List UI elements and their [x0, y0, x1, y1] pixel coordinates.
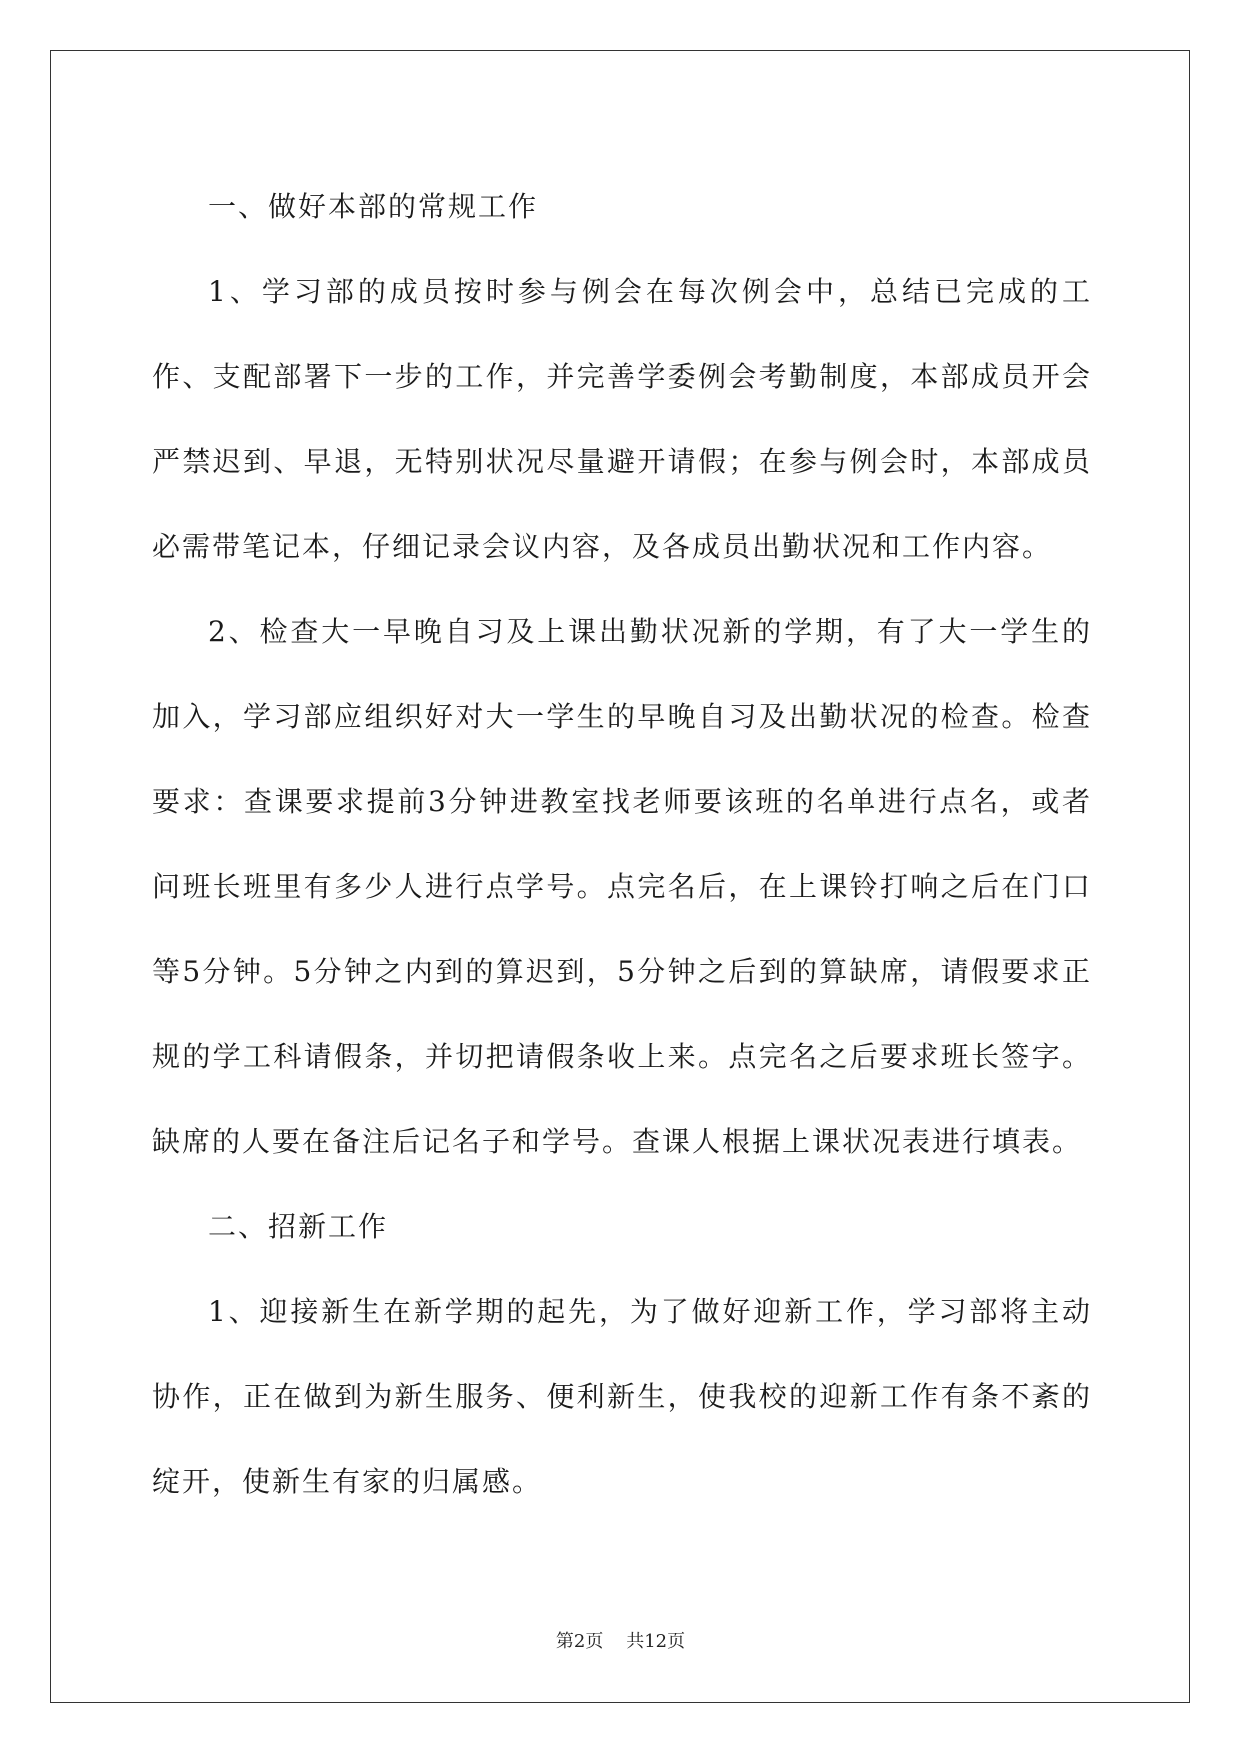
section-heading-2: 二、招新工作	[208, 1210, 389, 1243]
paragraph-welcome-freshmen: 1、迎接新生在新学期的起先，为了做好迎新工作，学习部将主动协作，正在做到为新生服务、便利新生，使我校的迎新工作有条不紊的绽开，使新生有家的归属感。	[152, 1295, 1092, 1498]
paragraph-meeting: 1、学习部的成员按时参与例会在每次例会中，总结已完成的工作、支配部署下一步的工作，并完善学委例会考勤制度，本部成员开会严禁迟到、早退，无特别状况尽量避开请假；在参与例会时，本部成员必需带笔记本，仔细记录会议内容，及各成员出勤状况和工作内容。	[152, 275, 1092, 563]
page-total: 共12页	[626, 1631, 686, 1652]
page-footer	[0, 1627, 1241, 1653]
paragraph-attendance-check: 2、检查大一早晚自习及上课出勤状况新的学期，有了大一学生的加入，学习部应组织好对大一学生的早晚自习及出勤状况的检查。检查要求：查课要求提前3分钟进教室找老师要该班的名单进行点名，或者问班长班里有多少人进行点学号。点完名后，在上课铃打响之后在门口等5分钟。5分钟之内到的算迟到，5分钟之后到的算缺席，请假要求正规的学工科请假条，并切把请假条收上来。点完名之后要求班长签字。缺席的人要在备注后记名子和学号。查课人根据上课状况表进行填表。	[152, 615, 1092, 1158]
section-heading-1: 一、做好本部的常规工作	[208, 190, 539, 223]
document-body	[152, 164, 1092, 1524]
page-number: 第2页	[555, 1631, 604, 1652]
